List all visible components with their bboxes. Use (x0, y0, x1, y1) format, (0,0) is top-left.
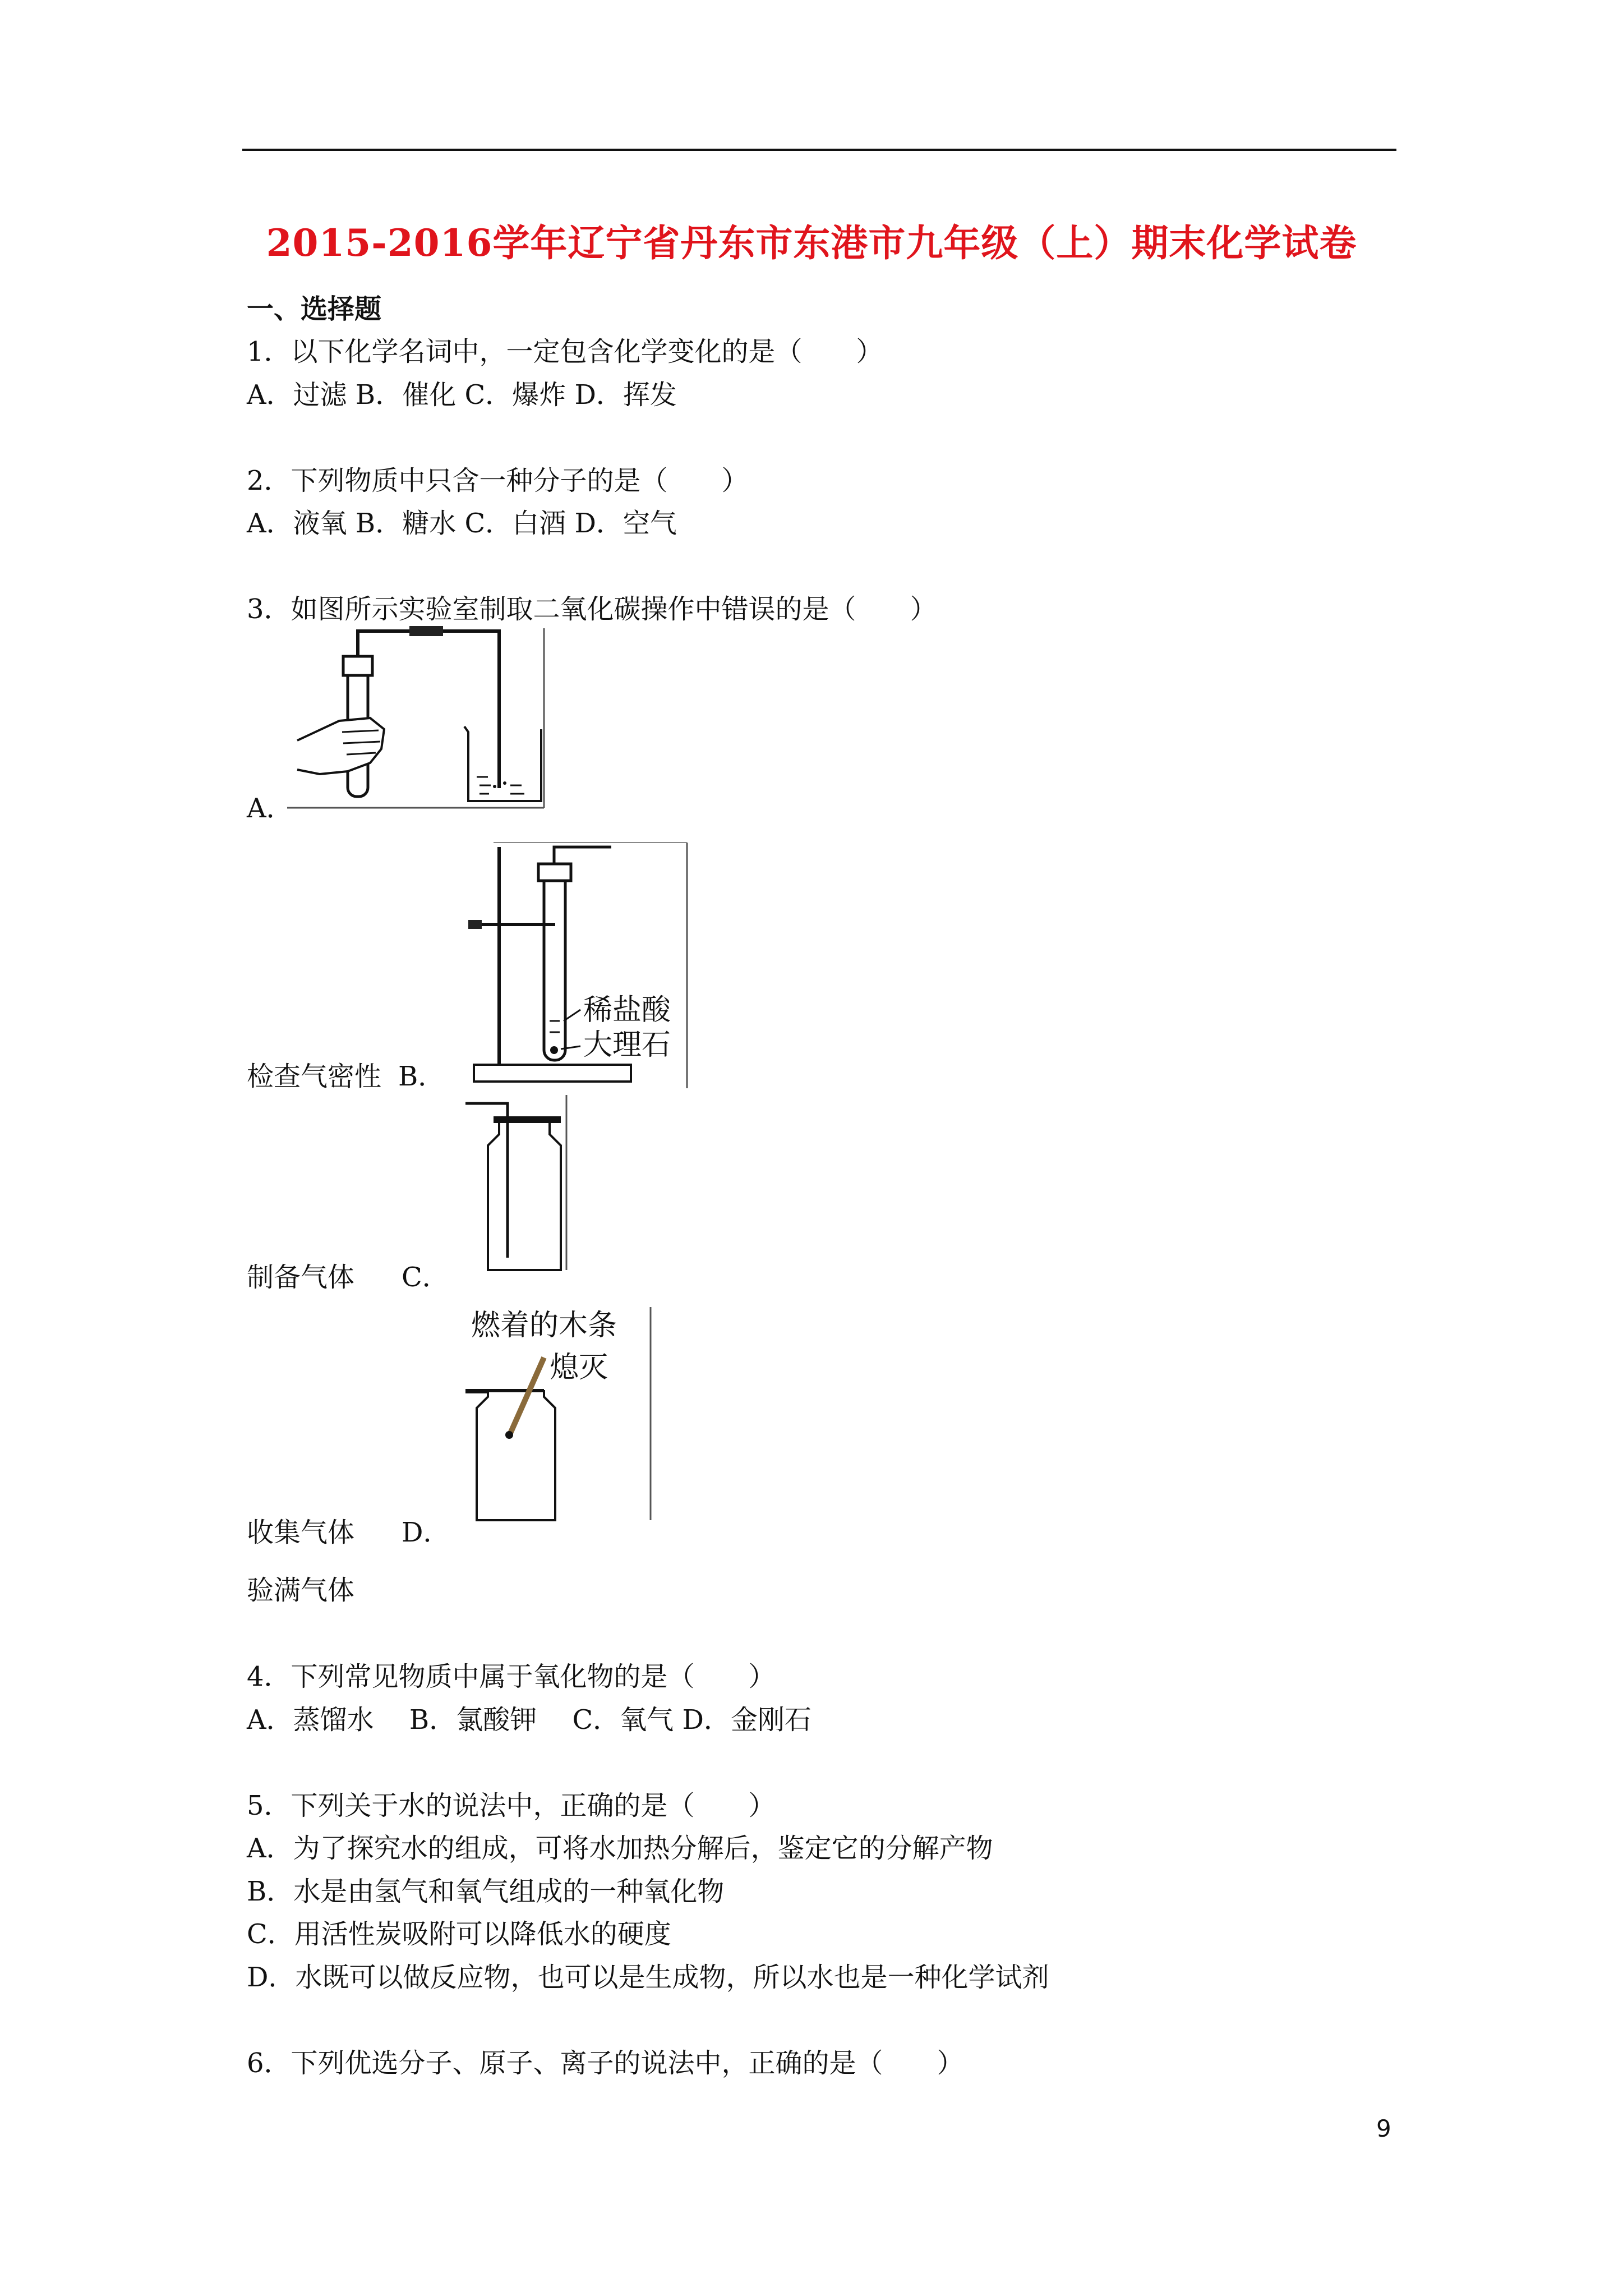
q2-options: A．液氧 B．糖水 C．白酒 D．空气 (247, 508, 677, 539)
q4-stem: 4．下列常见物质中属于氧化物的是（ ） (247, 1661, 776, 1692)
figure-d-verification (460, 1307, 656, 1531)
figure-c-collection (460, 1095, 572, 1274)
page-number: 9 (1376, 2115, 1391, 2142)
q3-label-d: D． (402, 1517, 450, 1548)
q2-stem: 2．下列物质中只含一种分子的是（ ） (247, 465, 749, 496)
q5-option-a: A．为了探究水的组成，可将水加热分解后，鉴定它的分解产物 (247, 1833, 993, 1864)
q3-caption-b-row (247, 1255, 449, 1294)
q5-option-c: C．用活性炭吸附可以降低水的硬度 (247, 1918, 671, 1950)
figure-a-airtightness (286, 623, 550, 813)
caption-preparation: 制备气体 (247, 1262, 355, 1293)
q3-label-c: C． (402, 1262, 449, 1293)
caption-airtightness: 检查气密性 (247, 1061, 382, 1092)
q4-options: A．蒸馏水 B．氯酸钾 C．氧气 D．金刚石 (247, 1704, 811, 1736)
label-dilute-hcl: 稀盐酸 (583, 993, 671, 1027)
q1-stem: 1．以下化学名词中，一定包含化学变化的是（ ） (247, 336, 883, 367)
q6-stem: 6．下列优选分子、原子、离子的说法中，正确的是（ ） (247, 2047, 964, 2079)
q3-caption-c-row (247, 1511, 450, 1549)
q5-option-d: D．水既可以做反应物，也可以是生成物，所以水也是一种化学试剂 (247, 1962, 1049, 1993)
q5-option-b: B．水是由氢气和氧气组成的一种氧化物 (247, 1876, 725, 1907)
q1-options: A．过滤 B．催化 C．爆炸 D．挥发 (247, 379, 677, 411)
exam-title: 2015-2016学年辽宁省丹东市东港市九年级（上）期末化学试卷 (266, 221, 1357, 265)
figure-b-preparation (460, 841, 695, 1094)
label-extinguished: 熄灭 (550, 1351, 608, 1384)
q3-stem: 3．如图所示实验室制取二氧化碳操作中错误的是（ ） (247, 593, 937, 625)
caption-verification: 验满气体 (247, 1575, 355, 1606)
label-marble: 大理石 (583, 1028, 671, 1062)
q3-caption-a (247, 1055, 445, 1093)
q3-label-a: A． (247, 793, 293, 824)
q5-stem: 5．下列关于水的说法中，正确的是（ ） (247, 1790, 776, 1821)
caption-collection: 收集气体 (247, 1517, 355, 1548)
q3-label-b: B． (398, 1061, 445, 1092)
label-burning-stick: 燃着的木条 (471, 1309, 617, 1342)
header-rule (242, 149, 1396, 151)
section-heading: 一、选择题 (247, 293, 382, 325)
